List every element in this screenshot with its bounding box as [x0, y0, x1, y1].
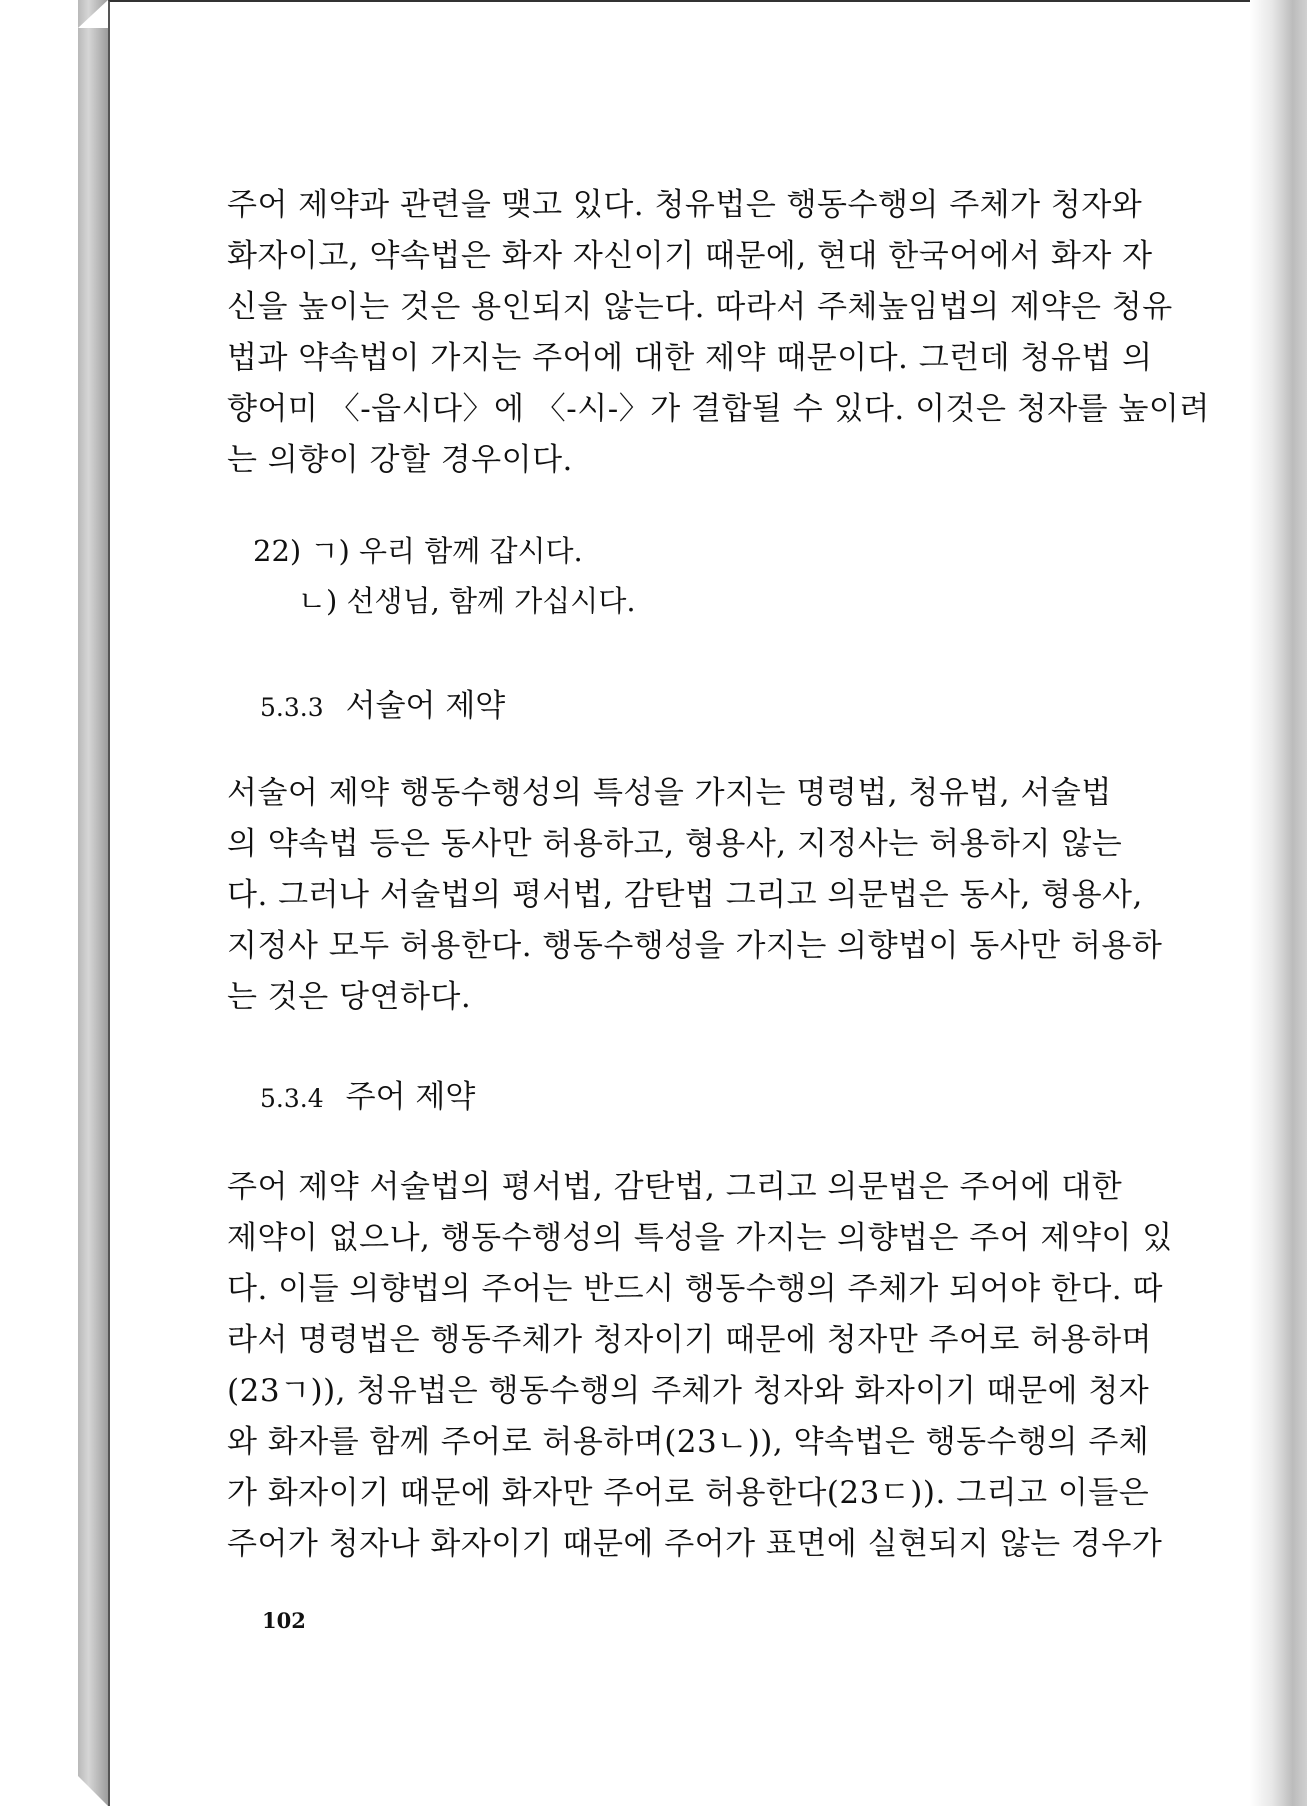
paragraph-predicate-constraint	[227, 768, 1163, 1023]
section-heading-predicate-constraint	[260, 680, 505, 725]
section-heading-subject-constraint	[260, 1071, 475, 1116]
text-line: 다. 이들 의향법의 주어는 반드시 행동수행의 주체가 되어야 한다. 따	[227, 1271, 1163, 1307]
text-line: 다. 그러나 서술법의 평서법, 감탄법 그리고 의문법은 동사, 형용사,	[227, 877, 1143, 913]
section-title: 서술어 제약	[345, 688, 506, 724]
text-line: 신을 높이는 것은 용인되지 않는다. 따라서 주체높임법의 제약은 청유	[227, 289, 1173, 325]
text-line: 향어미 〈-읍시다〉에 〈-시-〉가 결합될 수 있다. 이것은 청자를 높이려	[227, 391, 1210, 427]
paragraph-honorific-constraint	[227, 180, 1210, 486]
text-line: 의 약속법 등은 동사만 허용하고, 형용사, 지정사는 허용하지 않는	[227, 826, 1123, 862]
text-line: 법과 약속법이 가지는 주어에 대한 제약 때문이다. 그런데 청유법 의	[227, 340, 1153, 376]
page-edge-shadow	[1250, 0, 1307, 1806]
section-number: 5.3.4	[260, 1084, 324, 1113]
text-line: 주어가 청자나 화자이기 때문에 주어가 표면에 실현되지 않는 경우가	[227, 1526, 1163, 1562]
text-line: 화자이고, 약속법은 화자 자신이기 때문에, 현대 한국어에서 화자 자	[227, 238, 1153, 274]
text-line: 는 것은 당연하다.	[227, 979, 472, 1015]
book-spine	[78, 0, 108, 1806]
text-line: 지정사 모두 허용한다. 행동수행성을 가지는 의향법이 동사만 허용하	[227, 928, 1163, 964]
text-line: 와 화자를 함께 주어로 허용하며(23ㄴ)), 약속법은 행동수행의 주체	[227, 1424, 1150, 1460]
example-22b: ㄴ) 선생님, 함께 가십시다.	[298, 584, 636, 618]
text-line: 서술어 제약 행동수행성의 특성을 가지는 명령법, 청유법, 서술법	[227, 775, 1112, 811]
section-number: 5.3.3	[260, 693, 324, 722]
text-line: 라서 명령법은 행동주체가 청자이기 때문에 청자만 주어로 허용하며	[227, 1322, 1152, 1358]
text-line: 주어 제약 서술법의 평서법, 감탄법, 그리고 의문법은 주어에 대한	[227, 1169, 1123, 1205]
paragraph-subject-constraint	[227, 1162, 1173, 1570]
page-number: 102	[262, 1608, 306, 1633]
text-line: 가 화자이기 때문에 화자만 주어로 허용한다(23ㄷ)). 그리고 이들은	[227, 1475, 1150, 1511]
text-line: 는 의향이 강할 경우이다.	[227, 442, 573, 478]
text-line: (23ㄱ)), 청유법은 행동수행의 주체가 청자와 화자이기 때문에 청자	[227, 1373, 1150, 1409]
text-line: 제약이 없으나, 행동수행성의 특성을 가지는 의향법은 주어 제약이 있	[227, 1220, 1173, 1256]
section-title: 주어 제약	[345, 1079, 476, 1115]
text-line: 주어 제약과 관련을 맺고 있다. 청유법은 행동수행의 주체가 청자와	[227, 187, 1143, 223]
example-22a: 22) ㄱ) 우리 함께 갑시다.	[253, 534, 583, 568]
